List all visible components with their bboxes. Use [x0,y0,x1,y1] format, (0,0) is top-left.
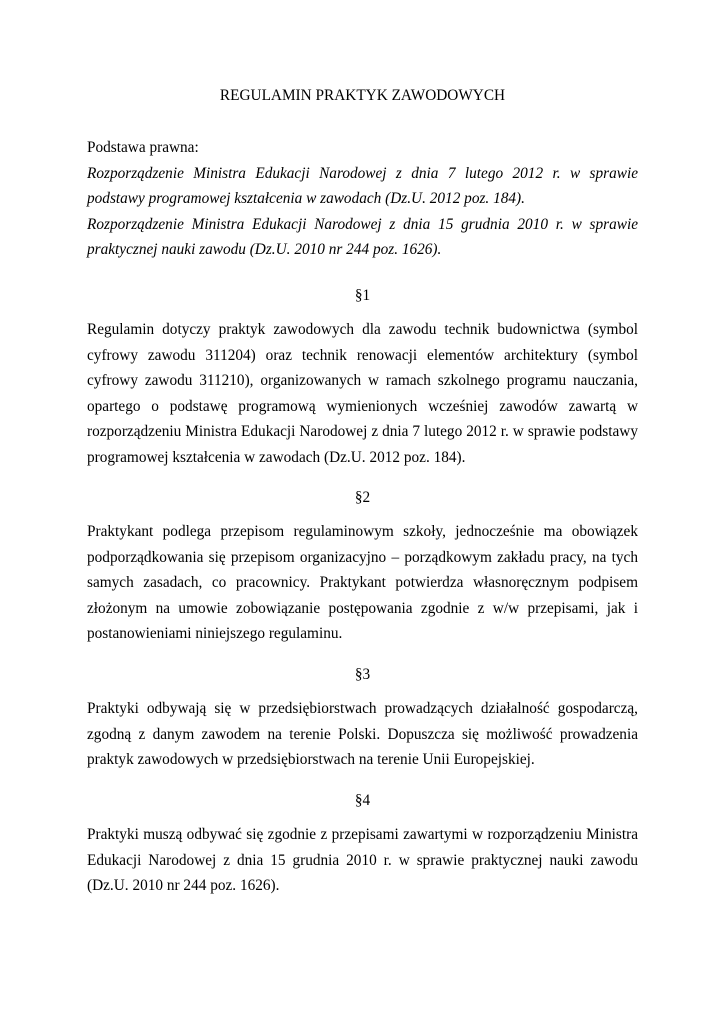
section-heading: §4 [354,792,371,809]
section-heading: §2 [354,489,371,506]
section-1 [87,286,638,470]
section-text: Praktykant podlega przepisom regulaminowym szkoły, jednocześnie ma obowiązek podporządkowania się przepisom organizacyjno – porządkowym zakładu pracy, na tych samych zasadach, co pracownicy. Praktykant potwierdza własnoręcznym podpisem złożonym na umowie zobowiązanie postępowania zgodnie z w/w przepisami, jak i postanowieniami niniejszego regulaminu. [87,523,638,642]
legal-basis-item: Rozporządzenie Ministra Edukacji Narodowej z dnia 15 grudnia 2010 r. w sprawie praktycznej nauki zawodu (Dz.U. 2010 nr 244 poz. 1626). [87,215,638,258]
section-2 [87,488,638,647]
section-3 [87,665,638,773]
section-text: Praktyki muszą odbywać się zgodnie z przepisami zawartymi w rozporządzeniu Ministra Edukacji Narodowej z dnia 15 grudnia 2010 r. w sprawie praktycznej nauki zawodu (Dz.U. 2010 nr 244 poz. 1626). [87,826,638,894]
section-heading: §1 [354,287,371,304]
document-title: REGULAMIN PRAKTYK ZAWODOWYCH [219,87,506,104]
section-text: Praktyki odbywają się w przedsiębiorstwach prowadzących działalność gospodarczą, zgodną z danym zawodem na terenie Polski. Dopuszcza się możliwość prowadzenia praktyk zawodowych w przedsiębiorstwach na terenie Unii Europejskiej. [87,700,638,768]
legal-basis-item: Rozporządzenie Ministra Edukacji Narodowej z dnia 7 lutego 2012 r. w sprawie podstawy programowej kształcenia w zawodach (Dz.U. 2012 poz. 184). [87,164,638,207]
section-text: Regulamin dotyczy praktyk zawodowych dla zawodu technik budownictwa (symbol cyfrowy zawodu 311204) oraz technik renowacji elementów architektury (symbol cyfrowy zawodu 311210), organizowanych w ramach szkolnego programu nauczania, opartego o podstawę programową wymienionych wcześniej zawodów zawartą w rozporządzeniu Ministra Edukacji Narodowej z dnia 7 lutego 2012 r. w sprawie podstawy programowej kształcenia w zawodach (Dz.U. 2012 poz. 184). [87,321,638,466]
section-4 [87,791,638,899]
legal-basis-label: Podstawa prawna: [87,139,199,156]
section-heading: §3 [354,666,371,683]
legal-basis [87,135,638,263]
